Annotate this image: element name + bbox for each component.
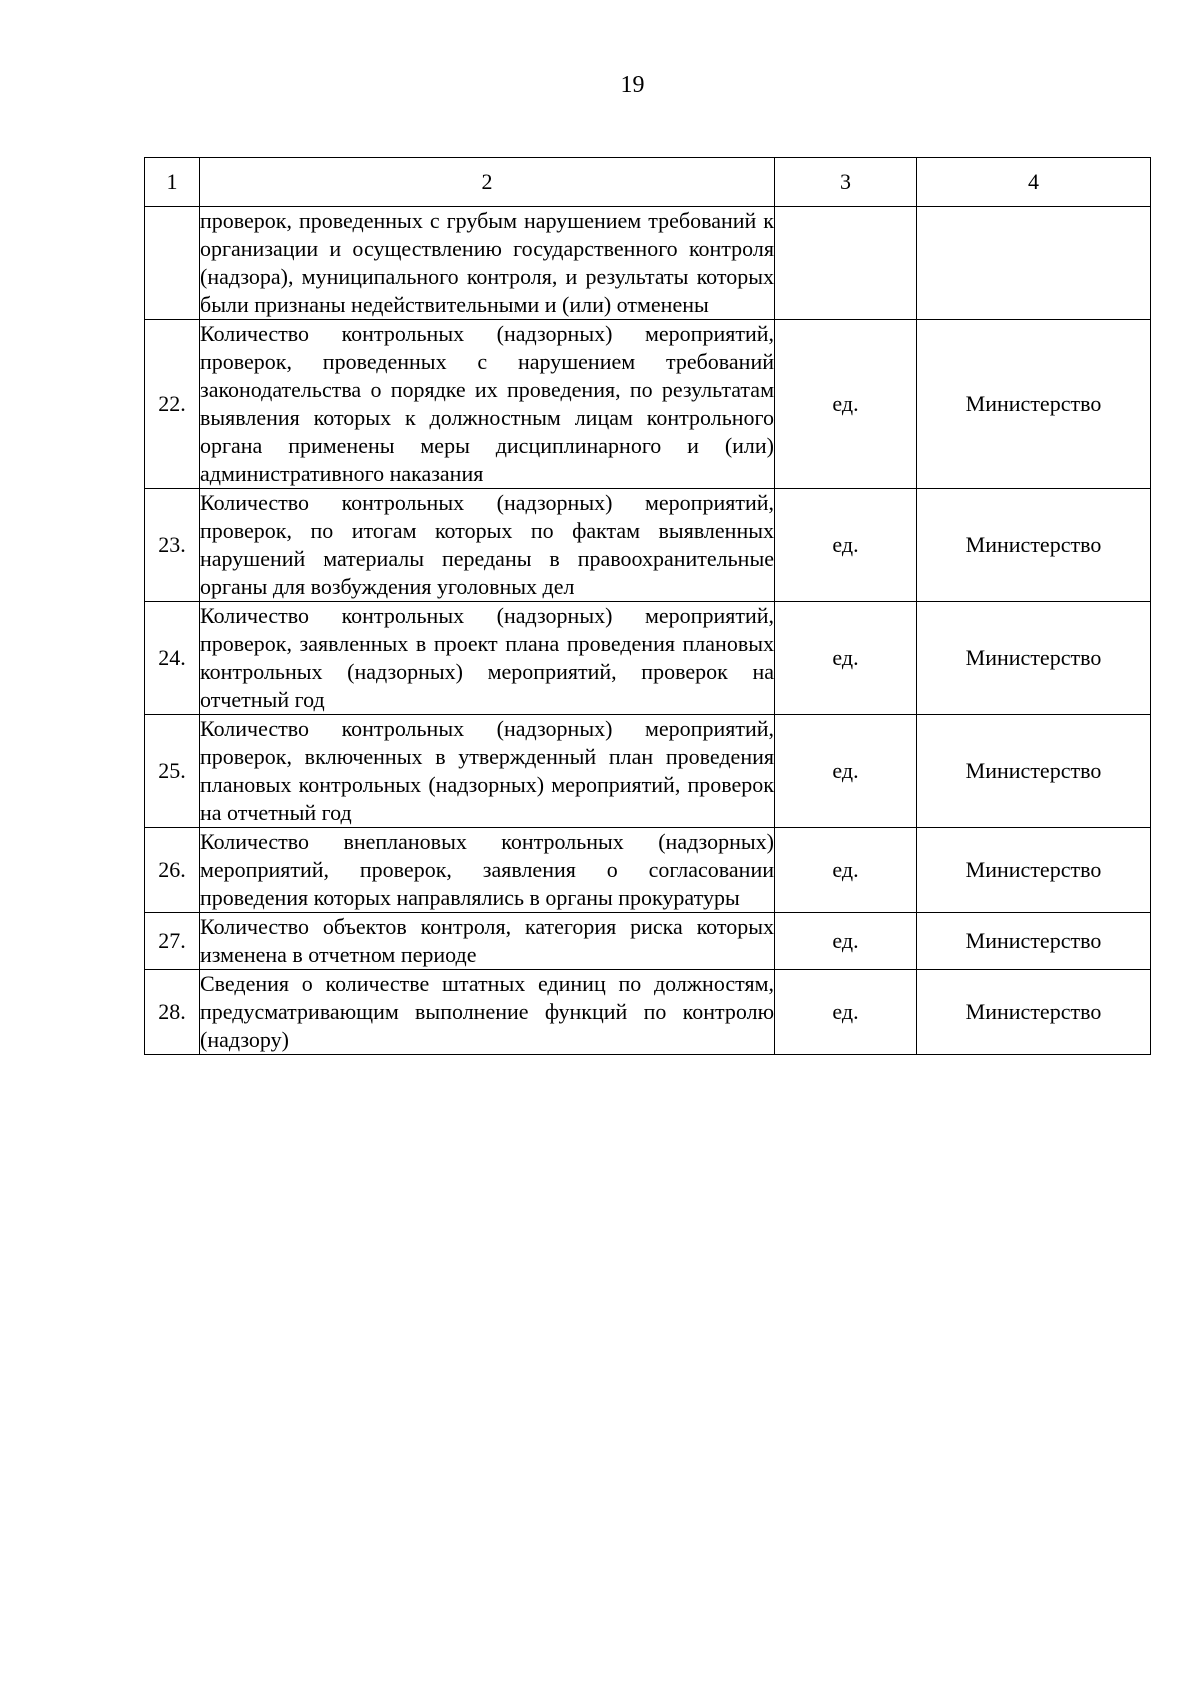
row-number: 26. [145, 828, 200, 913]
row-unit: ед. [775, 970, 917, 1055]
row-description: Количество объектов контроля, категория риска которых изменена в отчетном периоде [200, 913, 775, 970]
table-row [145, 489, 1151, 602]
row-source: Министерство [917, 602, 1151, 715]
table-row [145, 602, 1151, 715]
row-description: Количество контрольных (надзорных) мероприятий, проверок, включенных в утвержденный план проведения плановых контрольных (надзорных) мероприятий, проверок на отчетный год [200, 715, 775, 828]
row-source: Министерство [917, 320, 1151, 489]
indicators-table [144, 157, 1151, 1055]
row-unit: ед. [775, 913, 917, 970]
row-source: Министерство [917, 715, 1151, 828]
page-number: 19 [620, 72, 645, 98]
table-row [145, 913, 1151, 970]
row-description: Количество внеплановых контрольных (надзорных) мероприятий, проверок, заявления о согласовании проведения которых направлялись в органы прокуратуры [200, 828, 775, 913]
row-unit: ед. [775, 602, 917, 715]
row-description: проверок, проведенных с грубым нарушением требований к организации и осуществлению государственного контроля (надзора), муниципального контроля, и результаты которых были признаны недействительными и (или) отменены [200, 207, 775, 320]
table-header-row [145, 158, 1151, 207]
row-number: 27. [145, 913, 200, 970]
column-header-number: 1 [145, 158, 200, 207]
row-source [917, 207, 1151, 320]
row-number: 23. [145, 489, 200, 602]
table-row [145, 715, 1151, 828]
row-source: Министерство [917, 913, 1151, 970]
row-source: Министерство [917, 828, 1151, 913]
table-row [145, 207, 1151, 320]
row-unit [775, 207, 917, 320]
row-unit: ед. [775, 828, 917, 913]
table-row [145, 320, 1151, 489]
row-number: 25. [145, 715, 200, 828]
row-description: Сведения о количестве штатных единиц по должностям, предусматривающим выполнение функций по контролю (надзору) [200, 970, 775, 1055]
table-row [145, 970, 1151, 1055]
row-number: 28. [145, 970, 200, 1055]
row-number [145, 207, 200, 320]
column-header-unit: 3 [775, 158, 917, 207]
row-source: Министерство [917, 489, 1151, 602]
row-unit: ед. [775, 320, 917, 489]
row-unit: ед. [775, 489, 917, 602]
row-number: 24. [145, 602, 200, 715]
row-number: 22. [145, 320, 200, 489]
row-description: Количество контрольных (надзорных) мероприятий, проверок, заявленных в проект плана проведения плановых контрольных (надзорных) мероприятий, проверок на отчетный год [200, 602, 775, 715]
row-description: Количество контрольных (надзорных) мероприятий, проверок, проведенных с нарушением требований законодательства о порядке их проведения, по результатам выявления которых к должностным лицам контрольного органа применены меры дисциплинарного и (или) административного наказания [200, 320, 775, 489]
row-unit: ед. [775, 715, 917, 828]
row-source: Министерство [917, 970, 1151, 1055]
column-header-source: 4 [917, 158, 1151, 207]
column-header-description: 2 [200, 158, 775, 207]
row-description: Количество контрольных (надзорных) мероприятий, проверок, по итогам которых по фактам выявленных нарушений материалы переданы в правоохранительные органы для возбуждения уголовных дел [200, 489, 775, 602]
table-row [145, 828, 1151, 913]
